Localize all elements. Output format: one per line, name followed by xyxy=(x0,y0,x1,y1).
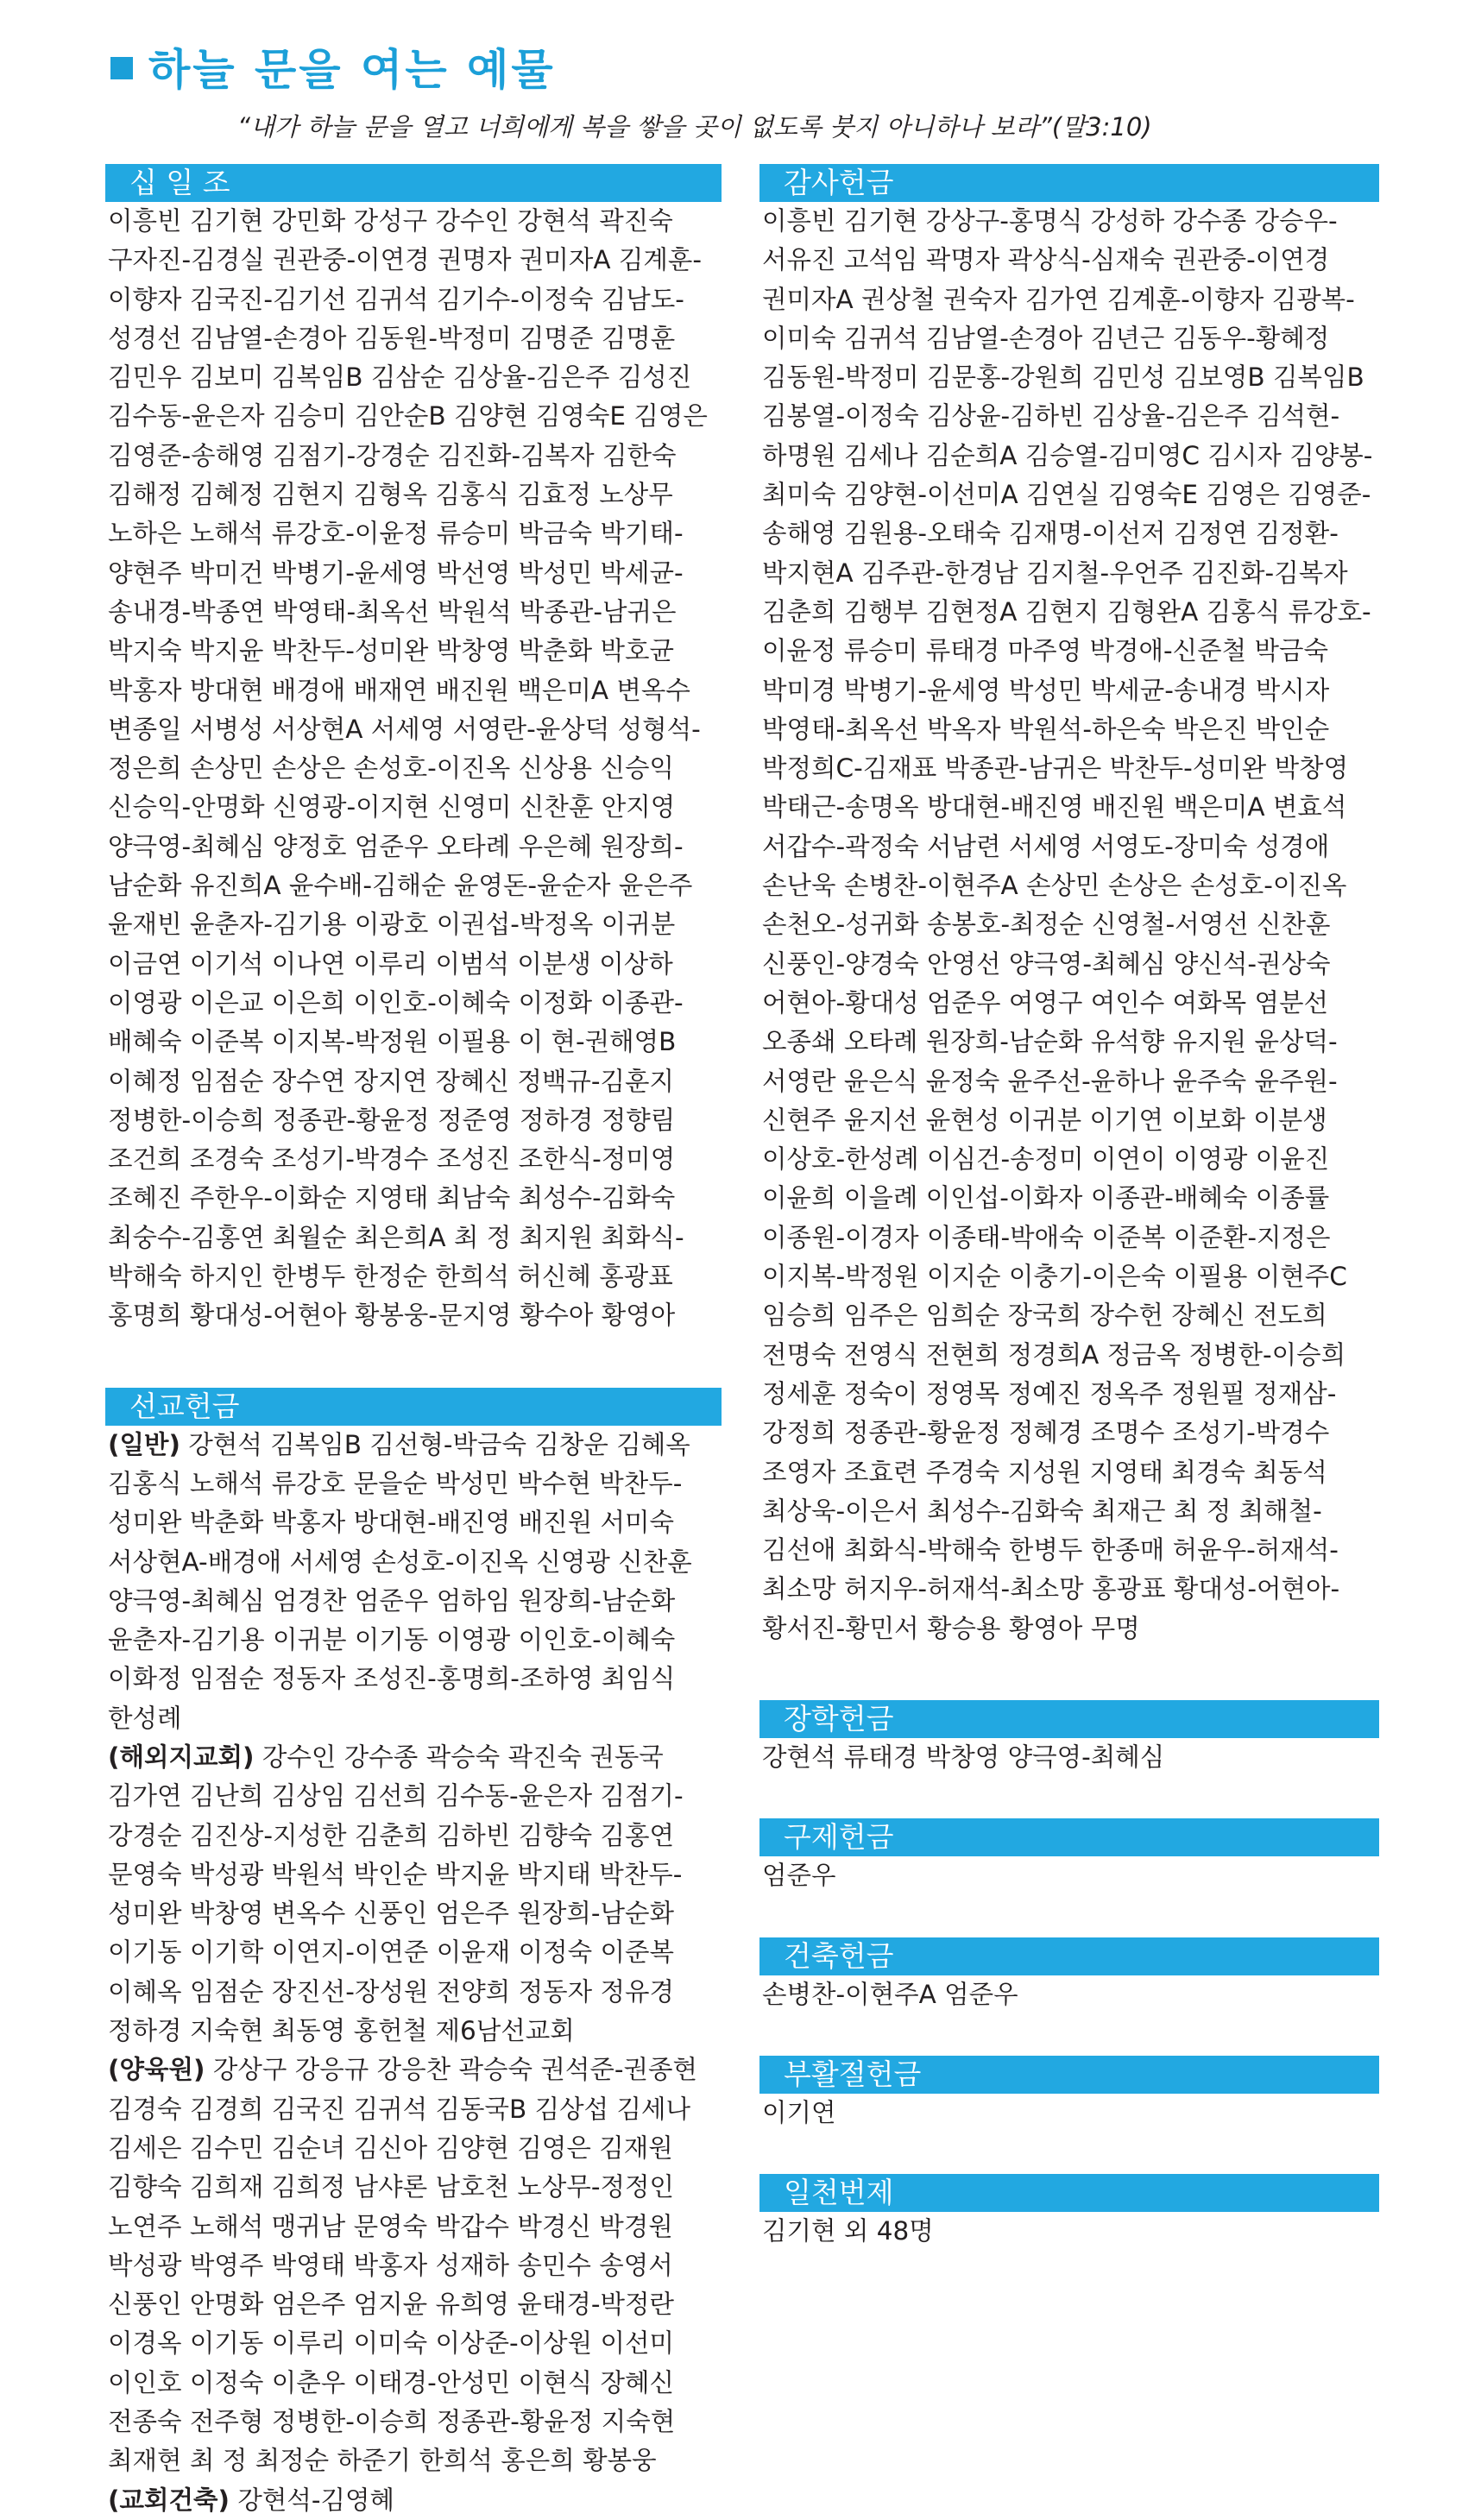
left-column xyxy=(105,164,722,2520)
mission-group-names: 강상구 강응규 강응찬 곽승숙 권석준-권종현 김경숙 김경희 김국진 김귀석 김동국B 김상섭 김세나 김세은 김수민 김순녀 김신아 김양현 김영은 김재원 김향숙 김희재 김희정 남샤론 남호천 노상무-정정인 노연주 노해석 맹귀남 문영숙 박갑수 박경신 박경원 박성광 박영주 박영태 박홍자 성재하 송민수 송영서 신풍인 안명화 엄은주 엄지윤 유희영 윤태경-박정란 이경옥 이기동 이루리 이미숙 이상준-이상원 이선미 이인호 이정숙 이춘우 이태경-안성민 이현식 장혜신 전종숙 전주형 정병한-이승희 정종관-황윤정 지숙현 최재현 최 정 최정순 하준기 한희석 홍은희 황봉웅 xyxy=(108,2055,697,2476)
section-heading-mission: 선교헌금 xyxy=(105,1388,722,1426)
tithe-names: 이흥빈 김기현 강민화 강성구 강수인 강현석 곽진숙 구자진-김경실 권관중-이연경 권명자 권미자A 김계훈-이향자 김국진-김기선 김귀석 김기수-이정숙 김남도-성경선 김남열-손경아 김동원-박정미 김명준 김명훈 김민우 김보미 김복임B 김삼순 김상율-김은주 김성진 김수동-윤은자 김승미 김안순B 김양현 김영숙E 김영은 김영준-송해영 김점기-강경순 김진화-김복자 김한숙 김해정 김혜정 김현지 김형옥 김홍식 김효정 노상무 노하은 노해석 류강호-이윤정 류승미 박금숙 박기태-양현주 박미건 박병기-윤세영 박선영 박성민 박세균-송내경-박종연 박영태-최옥선 박원석 박종관-남귀은 박지숙 박지윤 박찬두-성미완 박창영 박춘화 박호균 박홍자 방대현 배경애 배재연 배진원 백은미A 변옥수 변종일 서병성 서상현A 서세영 서영란-윤상덕 성형석-정은희 손상민 손상은 손성호-이진옥 신상용 신승익 신승익-안명화 신영광-이지현 신영미 신찬훈 안지영 양극영-최혜심 양정호 엄준우 오타례 우은혜 원장희-남순화 유진희A 윤수배-김해순 윤영돈-윤순자 윤은주 윤재빈 윤춘자-김기용 이광호 이권섭-박정옥 이귀분 이금연 이기석 이나연 이루리 이범석 이분생 이상하 이영광 이은교 이은희 이인호-이혜숙 이정화 이종관-배혜숙 이준복 이지복-박정원 이필용 이 현-권해영B 이혜정 임점순 장수연 장지연 장혜신 정백규-김훈지 정병한-이승희 정종관-황윤정 정준영 정하경 정향림 조건희 조경숙 조성기-박경수 조성진 조한식-정미영 조혜진 주한우-이화순 지영태 최남숙 최성수-김화숙 최숭수-김홍연 최월순 최은희A 최 정 최지원 최화식-박해숙 하지인 한병두 한정순 한희석 허신혜 홍광표 홍명희 황대성-어현아 황봉웅-문지영 황수아 황영아 xyxy=(108,206,708,1331)
easter-section xyxy=(759,2056,1379,2133)
spacer xyxy=(759,1777,1379,1818)
mission-group-names: 강현석 김복임B 김선형-박금숙 김창운 김혜옥 김홍식 노해석 류강호 문을순 박성민 박수현 박찬두-성미완 박춘화 박홍자 방대현-배진영 배진원 서미숙 서상현A-배경애 서세영 손성호-이진옥 신영광 신찬훈 양극영-최혜심 엄경찬 엄준우 엄하임 원장희-남순화 윤춘자-김기용 이귀분 이기동 이영광 이인호-이혜숙 이화정 임점순 정동자 조성진-홍명희-조하영 최임식 한성례 xyxy=(108,1429,692,1733)
ilcheon-names: 김기현 외 48명 xyxy=(762,2216,934,2246)
building-names: 손병찬-이현주A 엄준우 xyxy=(762,1979,1018,2009)
scholarship-section xyxy=(759,1700,1379,1777)
mission-group-church-building xyxy=(108,2481,722,2520)
thanks-section xyxy=(759,164,1379,1648)
mission-group-general xyxy=(108,1426,722,1738)
section-heading-tithe: 십 일 조 xyxy=(105,164,722,202)
mission-group-label: (양육원) xyxy=(108,2055,205,2085)
page-subtitle: “내가 하늘 문을 열고 너희에게 복을 쌓을 곳이 없도록 붓지 아니하나 보라”(말3:10) xyxy=(237,112,1152,142)
thanks-names: 이흥빈 김기현 강상구-홍명식 강성하 강수종 강승우-서유진 고석임 곽명자 곽상식-심재숙 권관중-이연경 권미자A 권상철 권숙자 김가연 김계훈-이향자 김광복-이미숙 김귀석 김남열-손경아 김년근 김동우-황혜정 김동원-박정미 김문홍-강원희 김민성 김보영B 김복임B 김봉열-이정숙 김상윤-김하빈 김상율-김은주 김석현-하명원 김세나 김순희A 김승열-김미영C 김시자 김양봉-최미숙 김양현-이선미A 김연실 김영숙E 김영은 김영준-송해영 김원용-오태숙 김재명-이선저 김정연 김정환-박지현A 김주관-한경남 김지철-우언주 김진화-김복자 김춘희 김행부 김현정A 김현지 김형완A 김홍식 류강호-이윤정 류승미 류태경 마주영 박경애-신준철 박금숙 박미경 박병기-윤세영 박성민 박세균-송내경 박시자 박영태-최옥선 박옥자 박원석-하은숙 박은진 박인순 박정희C-김재표 박종관-남귀은 박찬두-성미완 박창영 박태근-송명옥 방대현-배진영 배진원 백은미A 변효석 서갑수-곽정숙 서남련 서세영 서영도-장미숙 성경애 손난욱 손병찬-이현주A 손상민 손상은 손성호-이진옥 손천오-성귀화 송봉호-최정순 신영철-서영선 신찬훈 신풍인-양경숙 안영선 양극영-최혜심 양신석-권상숙 어현아-황대성 엄준우 여영구 여인수 여화목 염분선 오종쇄 오타례 원장희-남순화 유석향 유지원 윤상덕-서영란 윤은식 윤정숙 윤주선-윤하나 윤주숙 윤주원-신현주 윤지선 윤현성 이귀분 이기연 이보화 이분생 이상호-한성례 이심건-송정미 이연이 이영광 이윤진 이윤희 이을례 이인섭-이화자 이종관-배혜숙 이종률 이종원-이경자 이종태-박애숙 이준복 이준환-지정은 이지복-박정원 이지순 이충기-이은숙 이필용 이현주C 임승희 임주은 임희순 장국희 장수헌 장혜신 전도희 전명숙 전영식 전현희 정경희A 정금옥 정병한-이승희 정세훈 정숙이 정영목 정예진 정옥주 정원필 정재삼-강정희 정종관-황윤정 정혜경 조명수 조성기-박경수 조영자 조효련 주경숙 지성원 지영태 최경숙 최동석 최상욱-이은서 최성수-김화숙 최재근 최 정 최해철-김선애 최화식-박해숙 한병두 한종매 허윤우-허재석-최소망 허지우-허재석-최소망 홍광표 황대성-어현아-황서진-황민서 황승용 황영아 무명 xyxy=(762,206,1373,1643)
scholarship-names: 강현석 류태경 박창영 양극영-최혜심 xyxy=(762,1742,1165,1772)
relief-names: 엄준우 xyxy=(762,1861,836,1891)
mission-group-overseas xyxy=(108,1738,722,2051)
section-heading-building: 건축헌금 xyxy=(759,1937,1379,1975)
section-heading-ilcheon: 일천번제 xyxy=(759,2174,1379,2212)
relief-section xyxy=(759,1818,1379,1895)
section-heading-thanks: 감사헌금 xyxy=(759,164,1379,202)
section-heading-relief: 구제헌금 xyxy=(759,1818,1379,1856)
mission-group-orphanage xyxy=(108,2051,722,2480)
ilcheon-section xyxy=(759,2174,1379,2251)
mission-group-names: 강수인 강수종 곽승숙 곽진숙 권동국 김가연 김난희 김상임 김선희 김수동-윤은자 김점기-강경순 김진상-지성한 김춘희 김하빈 김향숙 김홍연 문영숙 박성광 박원석 박인순 박지윤 박지태 박찬두-성미완 박창영 변옥수 신풍인 엄은주 원장희-남순화 이기동 이기학 이연지-이연준 이윤재 이정숙 이준복 이혜옥 임점순 장진선-장성원 전양희 정동자 정유경 정하경 지숙현 최동영 홍헌철 제6남선교회 xyxy=(108,1742,684,2046)
page-title-text: 하늘 문을 여는 예물 xyxy=(148,45,556,95)
mission-body xyxy=(105,1426,722,2520)
mission-section xyxy=(105,1388,722,2520)
mission-group-label: (일반) xyxy=(108,1429,180,1459)
tithe-section xyxy=(105,164,722,1336)
spacer xyxy=(759,1648,1379,1700)
mission-group-label: (해외지교회) xyxy=(108,1742,255,1772)
section-heading-easter: 부활절헌금 xyxy=(759,2056,1379,2094)
section-heading-scholarship: 장학헌금 xyxy=(759,1700,1379,1738)
right-column xyxy=(759,164,1379,2251)
building-section xyxy=(759,1937,1379,2014)
mission-group-label: (교회건축) xyxy=(108,2485,230,2515)
spacer xyxy=(759,2133,1379,2174)
easter-names: 이기연 xyxy=(762,2097,836,2127)
page-title xyxy=(110,45,556,95)
spacer xyxy=(105,1336,722,1388)
square-bullet-icon xyxy=(110,57,133,79)
spacer xyxy=(759,1896,1379,1937)
spacer xyxy=(759,2014,1379,2056)
mission-group-names: 강현석-김영혜 xyxy=(237,2485,394,2515)
